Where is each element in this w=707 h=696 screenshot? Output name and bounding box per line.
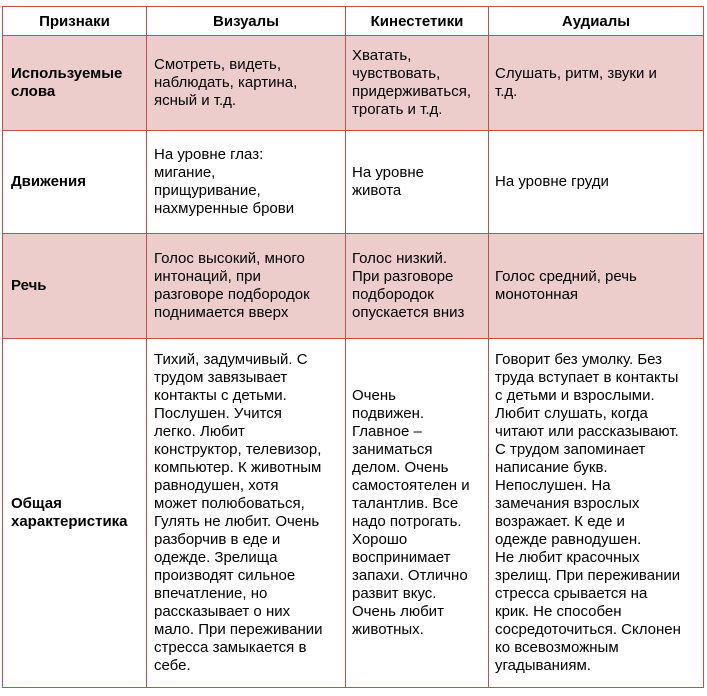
cell-visual-movements: На уровне глаз: мигание, прищуривание, нахмуренные брови (147, 131, 346, 234)
table-row-words (3, 36, 704, 131)
cell-visual-words: Смотреть, видеть, наблюдать, картина, ясный и т.д. (147, 36, 346, 131)
cell-kinesthetic-words: Хватать, чувствовать, придерживаться, трогать и т.д. (346, 36, 489, 131)
header-auditory: Аудиалы (489, 7, 704, 36)
cell-auditory-words: Слушать, ритм, звуки и т.д. (489, 36, 704, 131)
cell-auditory-general: Говорит без умолку. Без труда вступает в контакты с детьми и взрослыми. Любит слушать, когда читают или рассказывают. С трудом запоминает написание букв. Непослушен. На замечания взрослых возражает. К еде и одежде равнодушен. Не любит красочных зрелищ. При переживании стресса срывается на крик. Не способен сосредоточиться. Склонен ко всевозможным угадываниям. (489, 339, 704, 688)
table-row-movements (3, 131, 704, 234)
cell-kinesthetic-general: Очень подвижен. Главное – заниматься делом. Очень самостоятелен и талантлив. Все надо потрогать. Хорошо воспринимает запахи. Отлично развит вкус. Очень любит животных. (346, 339, 489, 688)
cell-visual-speech: Голос высокий, много интонаций, при разговоре подбородок поднимается вверх (147, 234, 346, 339)
comparison-table (2, 6, 704, 688)
header-row (3, 7, 704, 36)
row-label-speech: Речь (3, 234, 147, 339)
table-row-speech (3, 234, 704, 339)
header-signs: Признаки (3, 7, 147, 36)
cell-auditory-speech: Голос средний, речь монотонная (489, 234, 704, 339)
cell-kinesthetic-speech: Голос низкий. При разговоре подбородок опускается вниз (346, 234, 489, 339)
header-visual: Визуалы (147, 7, 346, 36)
header-kinesthetic: Кинестетики (346, 7, 489, 36)
cell-kinesthetic-movements: На уровне живота (346, 131, 489, 234)
row-label-general: Общая характеристика (3, 339, 147, 688)
table-row-general (3, 339, 704, 688)
row-label-movements: Движения (3, 131, 147, 234)
cell-auditory-movements: На уровне груди (489, 131, 704, 234)
row-label-words: Используемые слова (3, 36, 147, 131)
cell-visual-general: Тихий, задумчивый. С трудом завязывает контакты с детьми. Послушен. Учится легко. Любит конструктор, телевизор, компьютер. К животным равнодушен, хотя может полюбоваться, Гулять не любит. Очень разборчив в еде и одежде. Зрелища производят сильное впечатление, но рассказывает о них мало. При переживании стресса замыкается в себе. (147, 339, 346, 688)
